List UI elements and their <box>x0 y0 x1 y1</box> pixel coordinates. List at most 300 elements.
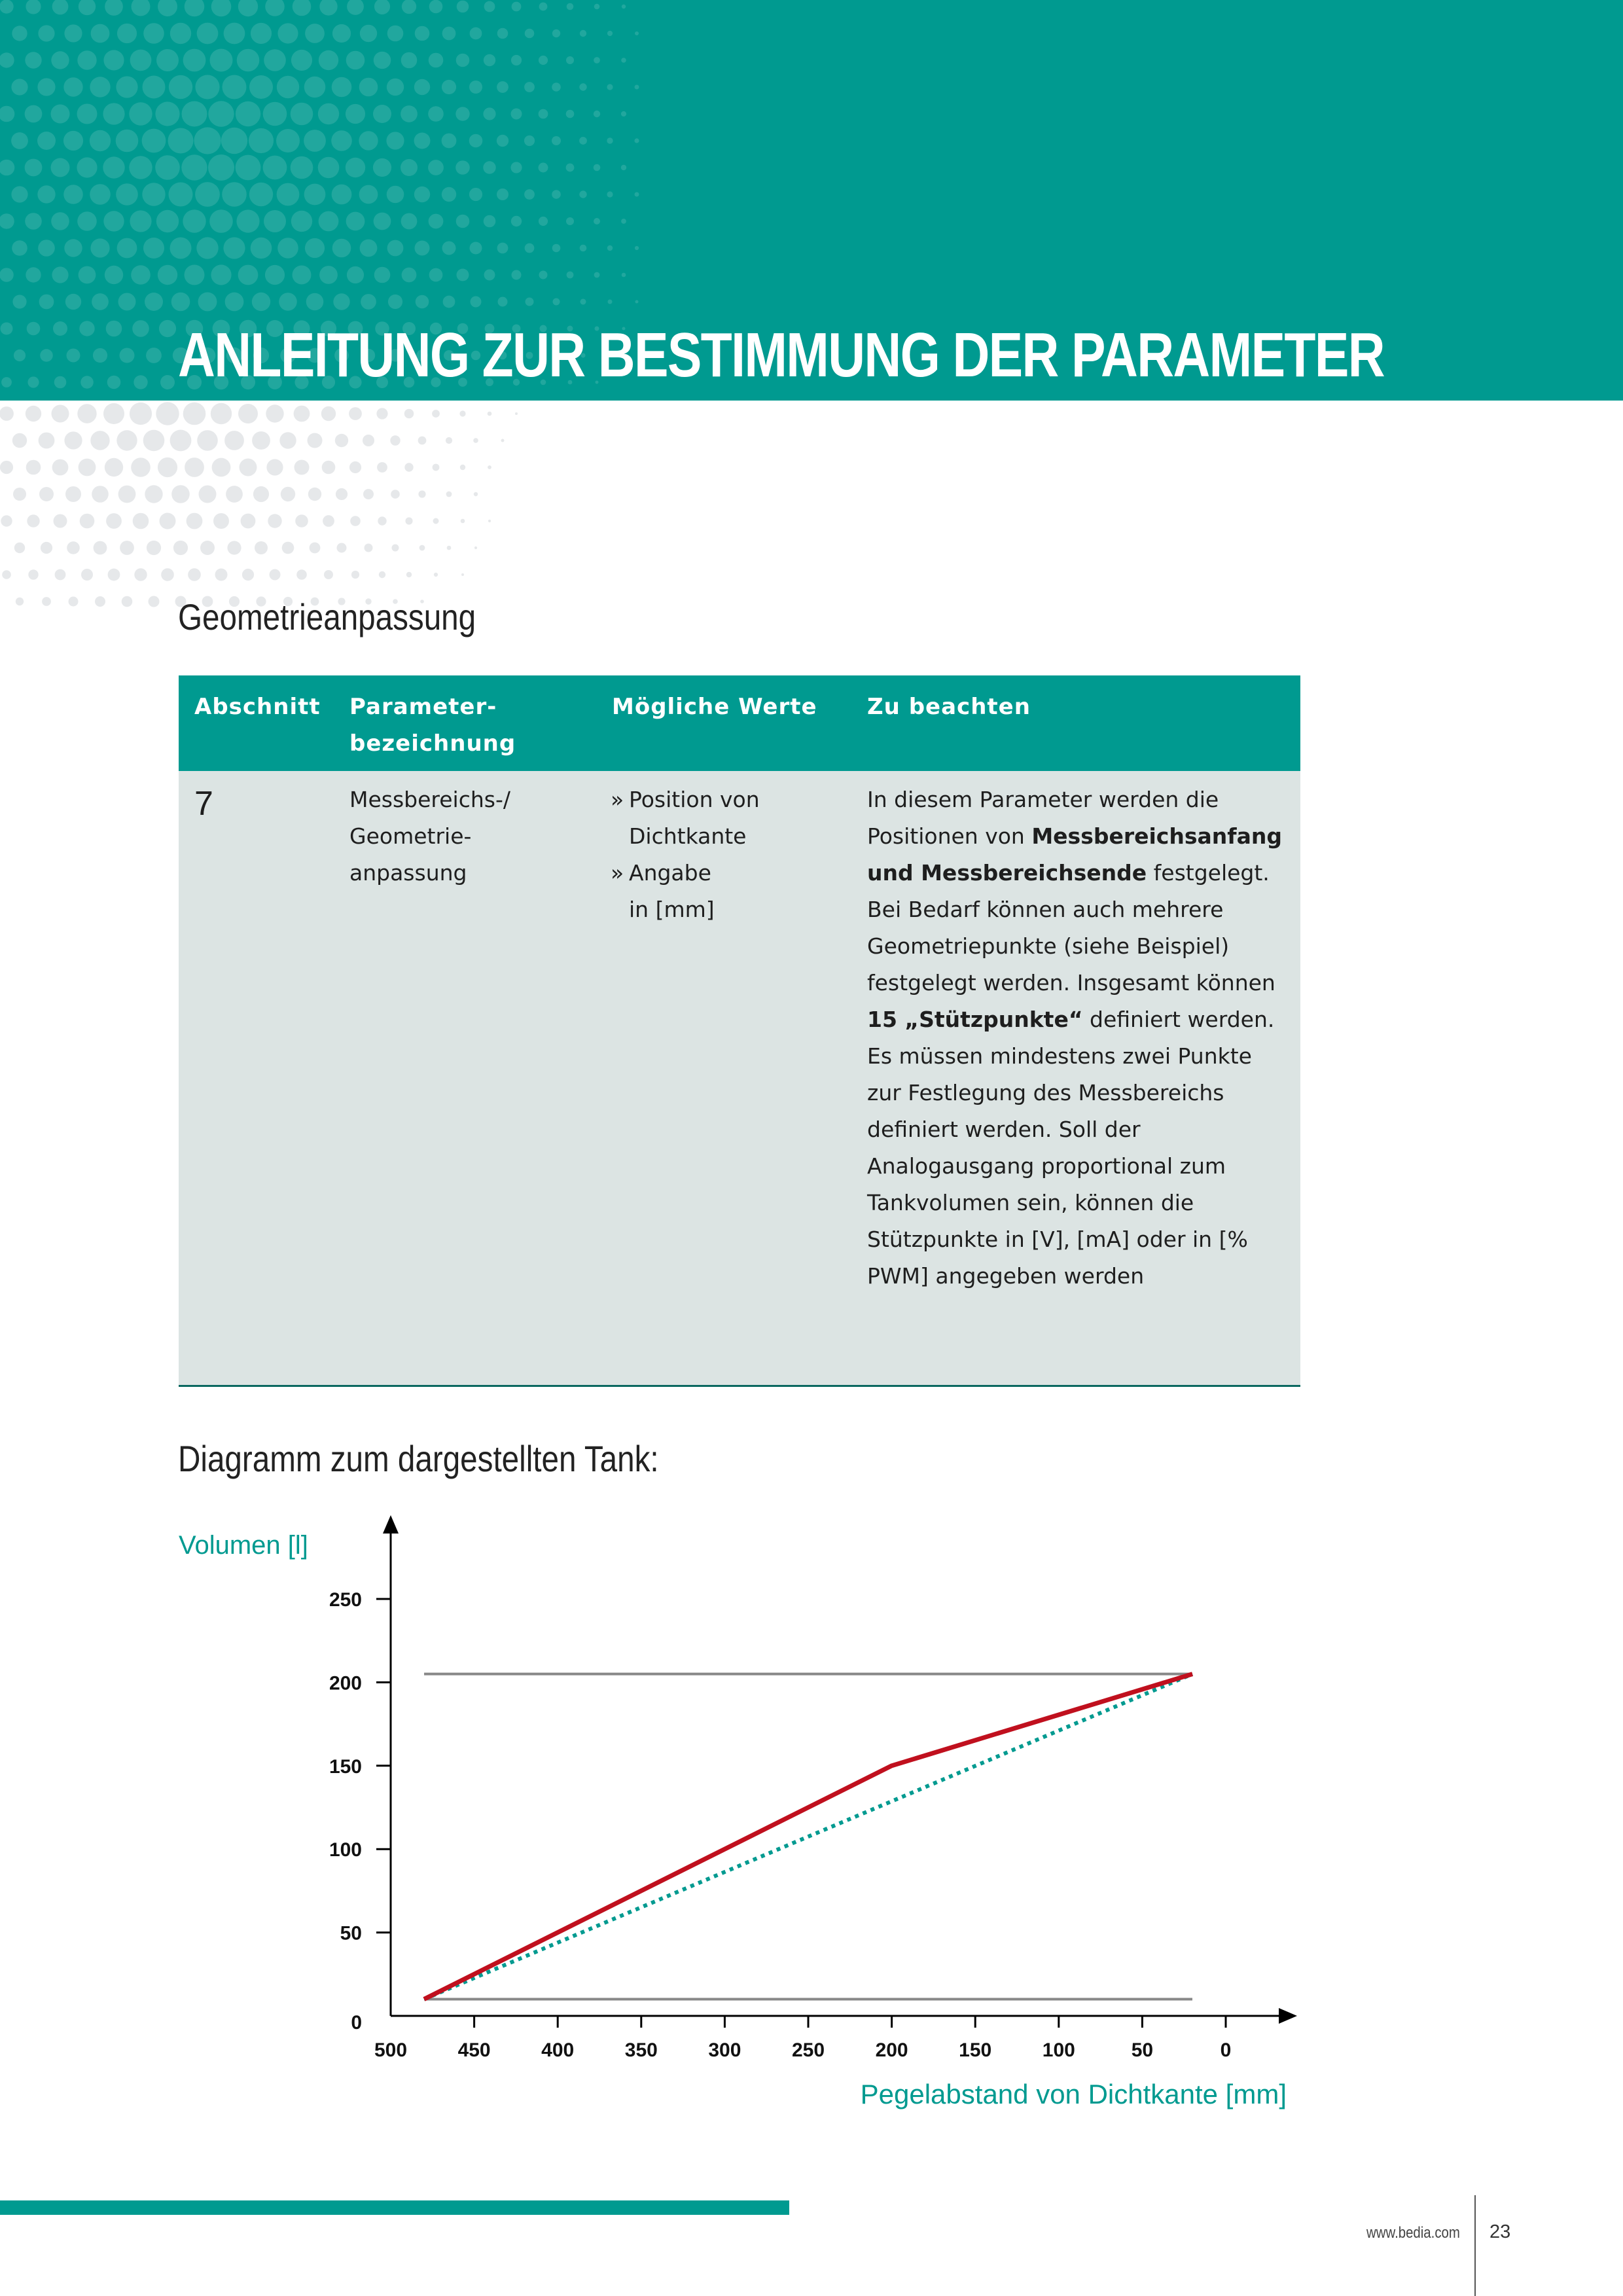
y-tick-label: 150 <box>329 1755 362 1778</box>
decor-dot <box>402 0 416 14</box>
decor-dot <box>319 211 339 232</box>
decor-dot <box>524 135 535 146</box>
decor-dot <box>52 266 68 283</box>
decor-dot <box>188 568 201 581</box>
decor-dot <box>457 269 469 281</box>
decor-dot <box>183 403 206 425</box>
decor-dot <box>635 246 639 250</box>
decor-dot <box>80 514 95 529</box>
decor-dot <box>90 184 111 205</box>
decor-dot <box>374 0 390 14</box>
decor-dot <box>405 517 412 524</box>
cell-bezeichnung <box>349 781 510 891</box>
decor-dot <box>304 130 326 152</box>
decor-dot <box>433 464 440 471</box>
decor-dot <box>149 596 160 607</box>
decor-dot <box>170 23 191 44</box>
decor-dot <box>392 545 399 552</box>
decor-dot <box>51 212 69 230</box>
decor-dot <box>497 243 508 254</box>
decor-dot <box>433 518 439 524</box>
decor-dot <box>95 596 105 607</box>
decor-dot <box>622 273 626 278</box>
decor-dot <box>79 266 96 284</box>
decor-dot <box>42 597 51 606</box>
decor-dot <box>360 240 378 257</box>
decor-dot <box>291 103 313 126</box>
cell-zu-beachten <box>867 781 1286 1295</box>
decor-dot <box>253 486 269 502</box>
decor-dot <box>90 238 109 257</box>
decor-dot <box>236 155 261 181</box>
decor-dot <box>442 27 456 41</box>
decor-dot <box>222 182 247 207</box>
decor-dot <box>198 293 217 312</box>
bullet-icon: » <box>611 860 624 886</box>
decor-dot <box>11 79 27 95</box>
decor-dot <box>387 79 404 96</box>
page-title: ANLEITUNG ZUR BESTIMMUNG DER PARAMETER <box>178 320 1384 390</box>
decor-dot <box>105 458 123 476</box>
decor-dot <box>319 50 338 70</box>
decor-dot <box>64 239 82 257</box>
beachten-text: In diesem Parameter werden die Positionen von <box>867 787 1219 849</box>
decor-dot <box>471 296 482 308</box>
decor-dot <box>65 294 81 310</box>
decor-dot <box>143 238 164 259</box>
decor-dot <box>268 514 281 528</box>
decor-dot <box>346 51 365 70</box>
decor-dot <box>337 543 347 553</box>
row-number: 7 <box>194 785 213 823</box>
decor-dot <box>131 457 151 477</box>
cell-moegliche-werte <box>611 781 760 928</box>
decor-dot <box>41 542 52 554</box>
decor-dot <box>0 52 14 67</box>
decor-dot <box>483 107 495 120</box>
decor-dot <box>511 216 522 226</box>
decor-dot <box>497 81 508 93</box>
decor-dot <box>0 406 14 421</box>
decor-dot <box>161 568 174 581</box>
decor-dot <box>143 430 165 452</box>
decor-dot <box>133 513 149 529</box>
decor-dot <box>488 520 491 522</box>
decor-dot <box>281 487 295 501</box>
decor-dot <box>169 75 192 99</box>
decor-dot <box>182 101 207 127</box>
decor-dot <box>170 430 192 452</box>
decor-dot <box>350 516 361 526</box>
decor-dot <box>120 541 134 555</box>
decor-dot <box>197 430 218 451</box>
decor-dot <box>52 0 69 14</box>
decor-dot <box>414 133 431 149</box>
decor-dot <box>263 102 287 126</box>
cell-abschnitt <box>194 784 213 826</box>
decor-dot <box>103 103 124 124</box>
decor-dot <box>621 111 626 117</box>
decor-dot <box>277 76 299 98</box>
decor-dot <box>524 82 535 92</box>
x-axis-arrow-icon <box>1279 2008 1297 2024</box>
y-tick-label: 200 <box>329 1672 362 1695</box>
decor-dot <box>319 0 337 16</box>
decor-dot <box>469 81 482 94</box>
decor-dot <box>51 51 69 69</box>
decor-dot <box>455 107 469 120</box>
decor-dot <box>236 101 260 126</box>
decor-dot <box>106 513 122 529</box>
decor-dot <box>525 29 535 39</box>
decor-dot <box>1 323 13 335</box>
decor-dot <box>55 569 66 581</box>
decor-dot <box>442 242 456 255</box>
decor-dot <box>469 188 482 201</box>
decor-dot <box>607 84 613 90</box>
decor-dot <box>456 54 470 67</box>
decor-dot <box>607 137 613 143</box>
decor-dot <box>147 541 161 555</box>
decor-dot <box>51 105 70 124</box>
decor-dot <box>238 265 259 285</box>
decor-dot <box>208 154 234 181</box>
decor-dot <box>63 185 83 204</box>
decor-dot <box>634 138 639 143</box>
decor-dot <box>310 543 321 554</box>
y-axis-arrow-icon <box>383 1515 399 1534</box>
decor-dot <box>539 3 548 11</box>
decor-dot <box>306 293 324 311</box>
decor-dot <box>117 24 137 43</box>
decor-dot <box>143 23 164 44</box>
decor-dot <box>579 83 586 90</box>
decor-dot <box>510 162 522 173</box>
decor-dot <box>92 293 109 310</box>
decor-dot <box>131 265 151 285</box>
decor-dot <box>199 486 217 503</box>
decor-dot <box>483 161 495 173</box>
decor-dot <box>77 157 97 177</box>
decor-dot <box>223 75 247 99</box>
decor-dot <box>225 293 244 312</box>
decor-dot <box>160 375 175 389</box>
decor-dot <box>635 31 639 35</box>
decor-dot <box>211 0 232 16</box>
decor-dot <box>238 404 258 423</box>
decor-dot <box>63 131 83 151</box>
decor-dot <box>552 82 561 92</box>
decor-dot <box>195 75 219 99</box>
werte-line: in [mm] <box>629 897 715 922</box>
decor-dot <box>183 209 205 232</box>
decor-dot <box>594 111 600 117</box>
decor-dot <box>594 57 600 63</box>
decor-dot <box>279 432 296 448</box>
decor-dot <box>37 132 56 150</box>
decor-dot <box>237 49 260 72</box>
decor-dot <box>0 213 14 229</box>
decor-dot <box>212 458 231 477</box>
decor-dot <box>156 210 179 232</box>
decor-dot <box>349 461 361 473</box>
decor-dot <box>446 437 452 444</box>
decor-dot <box>401 159 418 176</box>
decor-dot <box>552 136 561 145</box>
decor-dot <box>277 183 300 206</box>
decor-dot <box>498 297 508 307</box>
decor-dot <box>54 376 67 389</box>
x-tick-label: 0 <box>1220 2039 1232 2061</box>
decor-dot <box>346 212 365 231</box>
decor-dot <box>346 158 365 177</box>
decor-dot <box>331 130 352 151</box>
decor-dot <box>63 77 82 96</box>
decor-dot <box>185 265 205 285</box>
x-tick-label: 500 <box>374 2039 408 2061</box>
y-tick-label: 100 <box>329 1839 362 1861</box>
decor-dot <box>238 0 258 16</box>
x-tick-label: 400 <box>541 2039 575 2061</box>
decor-dot <box>387 240 404 257</box>
decor-dot <box>2 570 11 579</box>
table-row <box>179 771 1300 1387</box>
decor-dot <box>134 375 147 389</box>
decor-dot <box>318 157 340 179</box>
decor-dot <box>12 295 26 308</box>
decor-dot <box>622 5 626 9</box>
decor-dot <box>474 492 478 496</box>
decor-dot <box>332 239 351 258</box>
decor-dot <box>0 160 14 176</box>
decor-dot <box>116 183 138 206</box>
decor-dot <box>414 187 430 202</box>
bezeichnung-line: Messbereichs-/ <box>349 787 511 812</box>
decor-dot <box>211 264 231 285</box>
decor-dot <box>347 266 364 283</box>
decor-dot <box>456 215 470 228</box>
decor-dot <box>28 569 38 579</box>
decor-dot <box>429 214 444 229</box>
decor-dot <box>215 569 228 581</box>
decor-dot <box>291 50 312 71</box>
decor-dot <box>304 77 326 98</box>
werte-line: Angabe <box>629 860 711 886</box>
bezeichnung-line: Geometrie- <box>349 823 472 849</box>
decor-dot <box>402 268 417 283</box>
decor-dot <box>223 237 245 259</box>
decor-dot <box>566 56 574 64</box>
decor-dot <box>249 128 274 153</box>
decor-dot <box>264 49 286 71</box>
decor-dot <box>155 101 179 126</box>
footer-accent-bar <box>0 2200 789 2215</box>
decor-dot <box>249 183 273 206</box>
decor-dot <box>37 78 55 96</box>
decor-dot <box>158 0 177 16</box>
decor-dot <box>196 237 218 259</box>
decor-dot <box>296 569 307 580</box>
decor-dot <box>293 266 312 285</box>
y-tick-label: 50 <box>340 1922 362 1945</box>
decor-dot <box>401 213 418 230</box>
decor-dot <box>386 132 404 149</box>
x-tick-label: 150 <box>959 2039 992 2061</box>
decor-dot <box>1 377 12 387</box>
decor-dot <box>77 50 96 69</box>
decor-dot <box>335 434 348 447</box>
x-tick-label: 50 <box>1131 2039 1154 2061</box>
decor-dot <box>227 541 241 554</box>
decor-dot <box>183 49 206 72</box>
decor-dot <box>107 376 121 389</box>
decor-dot <box>64 24 82 42</box>
decor-dot <box>607 31 613 36</box>
decor-dot <box>473 438 478 443</box>
decor-dot <box>187 513 203 529</box>
decor-dot <box>447 546 452 550</box>
decor-dot <box>90 77 110 97</box>
decor-dot <box>79 0 96 15</box>
decor-dot <box>240 459 257 476</box>
decor-dot <box>11 132 28 149</box>
decor-dot <box>291 156 313 179</box>
decor-dot <box>116 130 139 152</box>
decor-dot <box>539 56 548 65</box>
decor-dot <box>211 403 232 424</box>
decor-dot <box>566 110 575 118</box>
decor-dot <box>607 191 613 197</box>
decor-dot <box>11 186 27 202</box>
decor-dot <box>25 52 41 68</box>
decor-dot <box>374 267 391 283</box>
decor-dot <box>134 568 147 581</box>
decor-dot <box>93 348 107 363</box>
decor-dot <box>460 465 465 470</box>
decor-dot <box>484 215 496 228</box>
beachten-bold: Messbereichsanfang und Messbereichsende <box>867 823 1283 886</box>
decor-dot <box>251 238 272 259</box>
decor-dot <box>442 187 456 202</box>
decor-dot <box>319 266 338 284</box>
tank-volume-chart <box>0 1505 1623 2134</box>
decor-dot <box>378 516 386 525</box>
decor-dot <box>106 321 122 337</box>
decor-dot <box>200 541 215 555</box>
decor-dot <box>12 26 27 41</box>
decor-dot <box>539 163 548 173</box>
decor-dot <box>13 488 26 501</box>
x-axis-label: Pegelabstand von Dichtkante [mm] <box>860 2079 1287 2109</box>
decor-dot <box>488 465 491 469</box>
decor-dot <box>79 459 96 476</box>
decor-dot <box>116 430 137 450</box>
decor-dot <box>512 2 522 12</box>
decor-dot <box>360 25 377 42</box>
decor-dot <box>0 461 13 474</box>
y-axis-label: Volumen [l] <box>179 1531 308 1560</box>
decor-dot <box>103 156 124 178</box>
decor-dot <box>442 134 457 149</box>
decor-dot <box>116 76 137 98</box>
decor-dot <box>255 541 268 554</box>
decor-dot <box>169 183 193 207</box>
decor-dot <box>210 49 233 72</box>
decor-dot <box>305 238 325 258</box>
decor-dot <box>387 26 404 42</box>
decor-dot <box>501 439 505 442</box>
decor-dot <box>567 3 574 10</box>
decor-dot <box>391 490 400 499</box>
decor-dot <box>103 50 124 70</box>
x-tick-label: 100 <box>1042 2039 1075 2061</box>
x-tick-label: 200 <box>875 2039 908 2061</box>
decor-dot <box>470 27 482 40</box>
decor-dot <box>130 210 151 232</box>
decor-dot <box>90 130 111 151</box>
decor-dot <box>130 403 152 425</box>
decor-dot <box>511 109 522 120</box>
decor-dot <box>194 127 221 154</box>
decor-dot <box>213 513 229 529</box>
decor-dot <box>279 293 297 311</box>
decor-dot <box>38 25 54 41</box>
decor-dot <box>295 514 308 528</box>
decor-dot <box>77 211 97 231</box>
decor-dot <box>173 541 188 555</box>
y-tick-label: 250 <box>329 1589 362 1611</box>
col-header-abschnitt: Abschnitt <box>194 694 321 720</box>
decor-dot <box>108 569 120 581</box>
decor-dot <box>14 543 25 553</box>
decor-dot <box>406 572 412 577</box>
bullet-icon: » <box>611 787 624 812</box>
decor-dot <box>242 569 254 581</box>
decor-dot <box>143 76 166 99</box>
decor-dot <box>122 596 133 607</box>
decor-dot <box>293 0 312 16</box>
decor-dot <box>608 300 613 304</box>
decor-dot <box>359 185 378 204</box>
x-tick-label: 250 <box>791 2039 825 2061</box>
decor-dot <box>38 240 55 257</box>
decor-dot <box>484 1 495 12</box>
decor-dot <box>265 265 285 285</box>
decor-dot <box>266 404 283 422</box>
decor-dot <box>197 23 219 45</box>
decor-dot <box>142 183 165 206</box>
series-line-dotted <box>424 1674 1192 2000</box>
decor-dot <box>552 244 561 253</box>
werte-line: Dichtkante <box>629 823 747 849</box>
decor-dot <box>594 164 601 171</box>
decor-dot <box>64 431 82 449</box>
decor-dot <box>419 545 425 551</box>
decor-dot <box>365 544 373 552</box>
decor-dot <box>1 515 12 526</box>
decor-dot <box>635 192 639 197</box>
decor-dot <box>321 406 336 421</box>
decor-dot <box>621 219 626 224</box>
decor-dot <box>488 412 492 416</box>
decor-dot <box>208 101 234 126</box>
footer-url: www.bedia.com <box>1366 2224 1460 2242</box>
decor-dot <box>377 462 387 473</box>
decor-dot <box>145 293 163 311</box>
decor-dot <box>39 433 55 449</box>
decor-dot <box>170 238 192 259</box>
decor-dot <box>594 272 600 278</box>
